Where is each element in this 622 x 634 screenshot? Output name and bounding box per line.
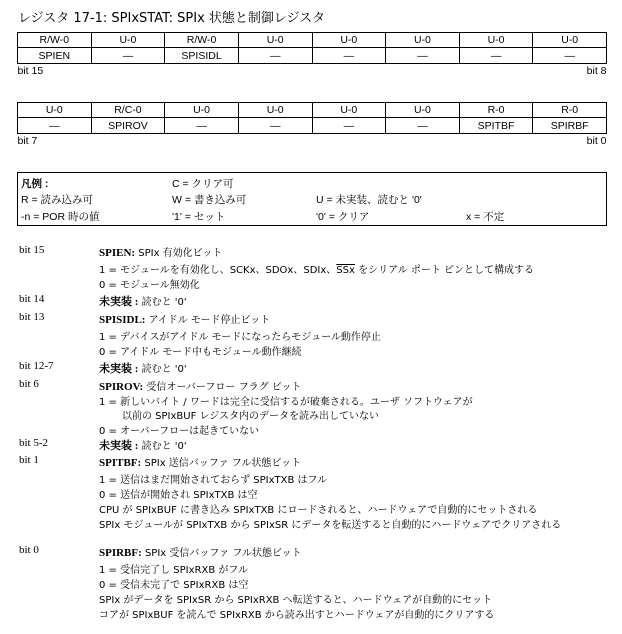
access-cell: R-0	[459, 103, 533, 118]
bit-heading: SPIEN: SPIx 有効化ビット	[99, 247, 223, 259]
bit-heading: 未実装 : 読むと '0'	[99, 363, 187, 375]
access-cell: U-0	[533, 33, 607, 48]
legend-heading: 凡例 :	[21, 178, 49, 190]
bit-end-label: bit 0	[586, 135, 607, 147]
bit-name-cell: SPIEN	[18, 48, 92, 64]
access-cell: U-0	[459, 33, 533, 48]
bit-start-label: bit 7	[17, 135, 38, 147]
bit-heading: SPISIDL: アイドル モード停止ビット	[99, 314, 271, 326]
bit-label: bit 12-7	[19, 360, 54, 372]
legend-readable: R = 読み込み可	[21, 194, 94, 206]
access-cell: U-0	[312, 33, 386, 48]
bit-heading: SPITBF: SPIx 送信バッファ フル状態ビット	[99, 457, 301, 469]
bit-value-1: 1 = モジュールを有効化し、SCKx、SDOx、SDIx、$\overline{SSx}$ をシリアル ポート ピンとして構成する	[99, 265, 535, 276]
bit-value-1-cont: 以前の SPIxBUF レジスタ内のデータを読み出していない	[122, 411, 379, 422]
bit-value-1: 1 = 送信はまだ開始されておらず SPIxTXB はフル	[99, 475, 328, 486]
bit-name-cell: —	[312, 48, 386, 64]
access-cell: R/W-0	[18, 33, 92, 48]
bit-start-label: bit 15	[17, 65, 44, 77]
bit-value-1: 1 = 新しいバイト / ワードは完全に受信するが破棄される。ユーザ ソフトウェアが	[99, 397, 473, 408]
bit-label: bit 15	[19, 244, 45, 256]
bit-note-clear: コアが SPIxBUF を読んで SPIxRXB から読み出すとハードウェアが自動的にクリアする	[99, 610, 495, 621]
access-cell: U-0	[386, 33, 460, 48]
register-low-byte	[17, 102, 607, 148]
bit-name-cell: —	[238, 118, 312, 134]
bit-label: bit 5-2	[19, 437, 49, 449]
bit-value-0: 0 = アイドル モード中もモジュール動作継続	[99, 347, 302, 358]
access-cell: U-0	[238, 33, 312, 48]
bit-label: bit 0	[19, 544, 39, 556]
access-cell: U-0	[165, 103, 239, 118]
access-cell: U-0	[18, 103, 92, 118]
legend-clearable: C = クリア可	[172, 178, 234, 190]
bit-name-cell: —	[312, 118, 386, 134]
access-cell: U-0	[312, 103, 386, 118]
access-cell: U-0	[386, 103, 460, 118]
bit-label: bit 1	[19, 454, 39, 466]
bit-name-cell: —	[238, 48, 312, 64]
bit-heading: 未実装 : 読むと '0'	[99, 296, 187, 308]
legend-writable: W = 書き込み可	[172, 194, 247, 206]
legend-unimplemented: U = 未実装、読むと '0'	[316, 194, 422, 206]
bit-name-cell: —	[459, 48, 533, 64]
bit-heading: 未実装 : 読むと '0'	[99, 440, 187, 452]
bit-value-1: 1 = 受信完了し SPIxRXB がフル	[99, 565, 248, 576]
bit-value-0: 0 = 送信が開始され SPIxTXB は空	[99, 490, 258, 501]
access-cell: R/W-0	[165, 33, 239, 48]
register-title: レジスタ 17-1: SPIxSTAT: SPIx 状態と制御レジスタ	[18, 11, 326, 26]
register-high-byte	[17, 32, 607, 78]
bit-name-cell: —	[91, 48, 165, 64]
legend-por-value: -n = POR 時の値	[21, 211, 100, 223]
bit-value-1: 1 = デバイスがアイドル モードになったらモジュール動作停止	[99, 332, 381, 343]
bit-label: bit 13	[19, 311, 45, 323]
access-cell: U-0	[238, 103, 312, 118]
bit-heading: SPIRBF: SPIx 受信バッファ フル状態ビット	[99, 547, 302, 559]
bit-name-cell: —	[386, 118, 460, 134]
access-cell: R-0	[533, 103, 607, 118]
bit-heading: SPIROV: 受信オーバーフロー フラグ ビット	[99, 381, 302, 393]
bit-name-cell: —	[18, 118, 92, 134]
bit-name-cell: —	[533, 48, 607, 64]
bit-value-0: 0 = オーバーフローは起きていない	[99, 426, 260, 437]
bit-note-set: CPU が SPIxBUF に書き込み SPIxTXB にロードされると、ハードウェアで自動的にセットされる	[99, 505, 538, 516]
bit-name-cell: —	[165, 118, 239, 134]
legend-unknown: x = 不定	[466, 211, 505, 223]
bit-name-cell: SPIROV	[91, 118, 165, 134]
bit-label: bit 14	[19, 293, 45, 305]
bit-value-0: 0 = 受信未完了で SPIxRXB は空	[99, 580, 249, 591]
legend-set: '1' = セット	[172, 211, 226, 223]
bit-note-set: SPIx がデータを SPIxSR から SPIxRXB へ転送すると、ハードウェアが自動的にセット	[99, 595, 493, 606]
bit-label: bit 6	[19, 378, 39, 390]
bit-name-cell: SPIRBF	[533, 118, 607, 134]
bit-name-cell: SPITBF	[459, 118, 533, 134]
legend-clear: '0' = クリア	[316, 211, 370, 223]
access-cell: R/C-0	[91, 103, 165, 118]
bit-name-cell: SPISIDL	[165, 48, 239, 64]
access-cell: U-0	[91, 33, 165, 48]
bit-value-0: 0 = モジュール無効化	[99, 280, 200, 291]
bit-name-cell: —	[386, 48, 460, 64]
bit-note-clear: SPIx モジュールが SPIxTXB から SPIxSR にデータを転送すると自動的にハードウェアでクリアされる	[99, 520, 562, 531]
legend-box	[17, 172, 607, 226]
bit-end-label: bit 8	[586, 65, 607, 77]
